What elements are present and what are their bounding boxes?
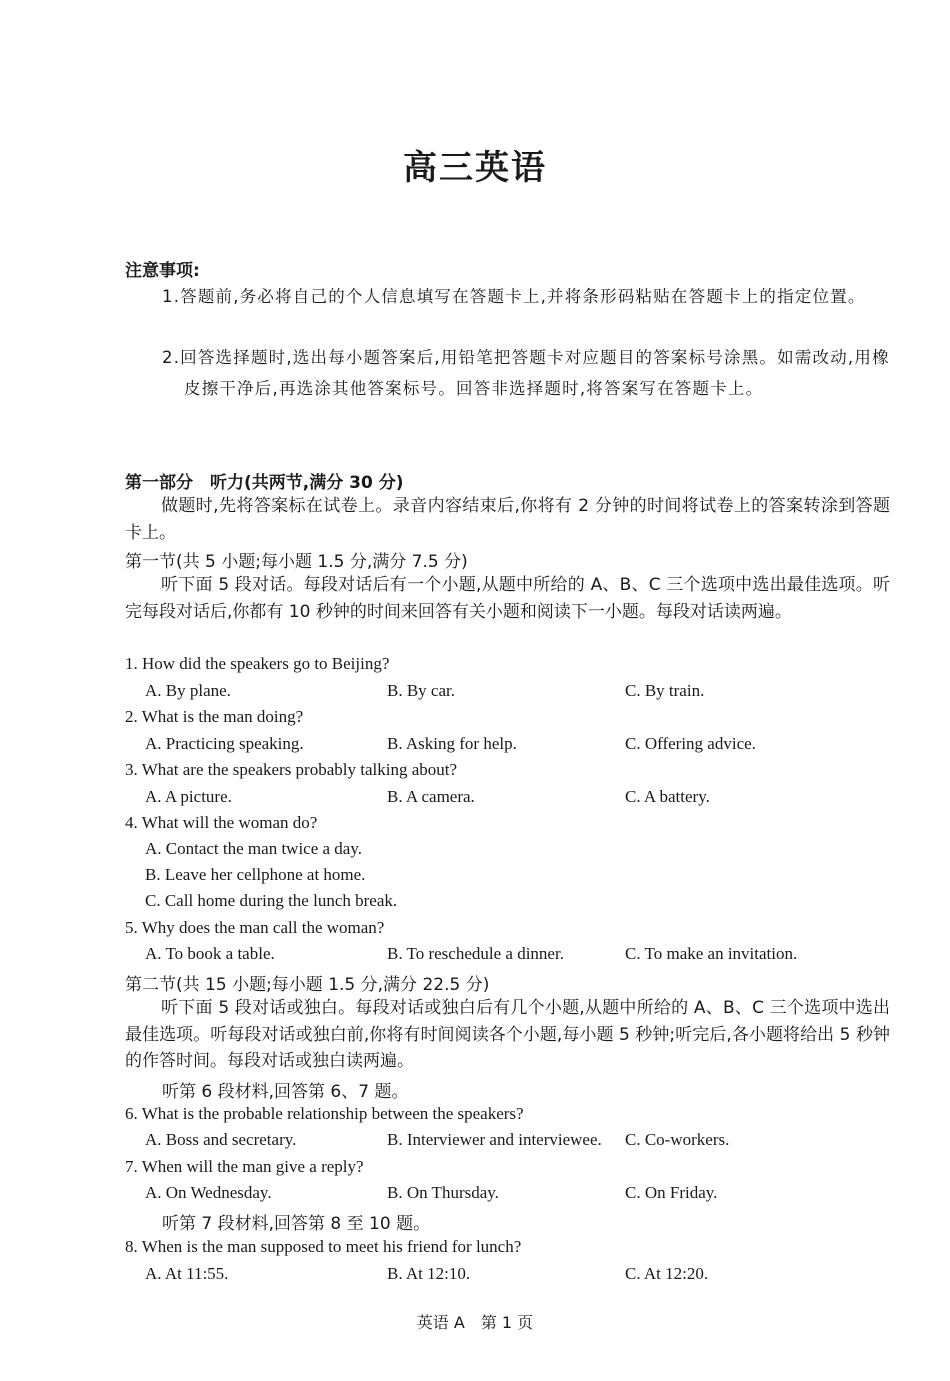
q6-option-a: A. Boss and secretary. xyxy=(145,1130,297,1149)
q8-option-c: C. At 12:20. xyxy=(625,1264,709,1283)
question-3: 3. What are the speakers probably talking about? xyxy=(125,760,458,779)
q1-option-a: A. By plane. xyxy=(145,681,231,700)
q8-option-b: B. At 12:10. xyxy=(387,1264,471,1283)
part1-heading: 第一部分 听力(共两节,满分 30 分) xyxy=(125,473,404,493)
q5-option-c: C. To make an invitation. xyxy=(625,944,798,963)
question-2: 2. What is the man doing? xyxy=(125,707,304,726)
q3-option-c: C. A battery. xyxy=(625,787,710,806)
q7-option-c: C. On Friday. xyxy=(625,1183,718,1202)
q4-option-b: B. Leave her cellphone at home. xyxy=(145,865,366,884)
q7-option-a: A. On Wednesday. xyxy=(145,1183,272,1202)
question-7: 7. When will the man give a reply? xyxy=(125,1157,364,1176)
section1-heading: 第一节(共 5 小题;每小题 1.5 分,满分 7.5 分) xyxy=(125,552,468,572)
notice-heading: 注意事项: xyxy=(125,261,200,281)
section2-intro: 听下面 5 段对话或独白。每段对话或独白后有几个小题,从题中所给的 A、B、C 三个选项中选出最佳选项。听每段对话或独白前,你将有时间阅读各个小题,每小题 5 秒钟;听完后,各小题将给出 5 秒钟的作答时间。每段对话或独白读两遍。 xyxy=(125,998,890,1071)
notice-item-1 xyxy=(162,281,892,312)
q3-option-a: A. A picture. xyxy=(145,787,232,806)
q1-option-c: C. By train. xyxy=(625,681,705,700)
q4-option-a: A. Contact the man twice a day. xyxy=(145,839,362,858)
q2-option-b: B. Asking for help. xyxy=(387,734,517,753)
section1-intro: 听下面 5 段对话。每段对话后有一个小题,从题中所给的 A、B、C 三个选项中选出最佳选项。听完每段对话后,你都有 10 秒钟的时间来回答有关小题和阅读下一小题。每段对话读两遍。 xyxy=(125,575,890,622)
q3-option-b: B. A camera. xyxy=(387,787,475,806)
question-1: 1. How did the speakers go to Beijing? xyxy=(125,654,390,673)
notice-item-2 xyxy=(162,342,892,404)
question-8: 8. When is the man supposed to meet his friend for lunch? xyxy=(125,1237,522,1256)
q5-option-b: B. To reschedule a dinner. xyxy=(387,944,564,963)
question-6: 6. What is the probable relationship between the speakers? xyxy=(125,1104,524,1123)
q7-option-b: B. On Thursday. xyxy=(387,1183,499,1202)
q1-option-b: B. By car. xyxy=(387,681,455,700)
page-footer: 英语 A 第 1 页 xyxy=(416,1313,534,1332)
part1-intro: 做题时,先将答案标在试卷上。录音内容结束后,你将有 2 分钟的时间将试卷上的答案转涂到答题卡上。 xyxy=(125,496,890,543)
q4-option-c: C. Call home during the lunch break. xyxy=(145,891,398,910)
notice-item-2-text: 2.回答选择题时,选出每小题答案后,用铅笔把答题卡对应题目的答案标号涂黑。如需改动,用橡皮擦干净后,再选涂其他答案标号。回答非选择题时,将答案写在答题卡上。 xyxy=(162,348,890,398)
section2-heading: 第二节(共 15 小题;每小题 1.5 分,满分 22.5 分) xyxy=(125,975,490,995)
material-7-instruction: 听第 7 段材料,回答第 8 至 10 题。 xyxy=(162,1214,431,1234)
question-4: 4. What will the woman do? xyxy=(125,813,318,832)
q8-option-a: A. At 11:55. xyxy=(145,1264,229,1283)
q2-option-a: A. Practicing speaking. xyxy=(145,734,304,753)
material-6-instruction: 听第 6 段材料,回答第 6、7 题。 xyxy=(162,1082,409,1102)
question-5: 5. Why does the man call the woman? xyxy=(125,918,385,937)
page-title: 高三英语 xyxy=(403,148,547,188)
q6-option-b: B. Interviewer and interviewee. xyxy=(387,1130,602,1149)
notice-item-1-text: 1.答题前,务必将自己的个人信息填写在答题卡上,并将条形码粘贴在答题卡上的指定位置。 xyxy=(162,287,866,306)
q6-option-c: C. Co-workers. xyxy=(625,1130,730,1149)
q5-option-a: A. To book a table. xyxy=(145,944,275,963)
q2-option-c: C. Offering advice. xyxy=(625,734,756,753)
